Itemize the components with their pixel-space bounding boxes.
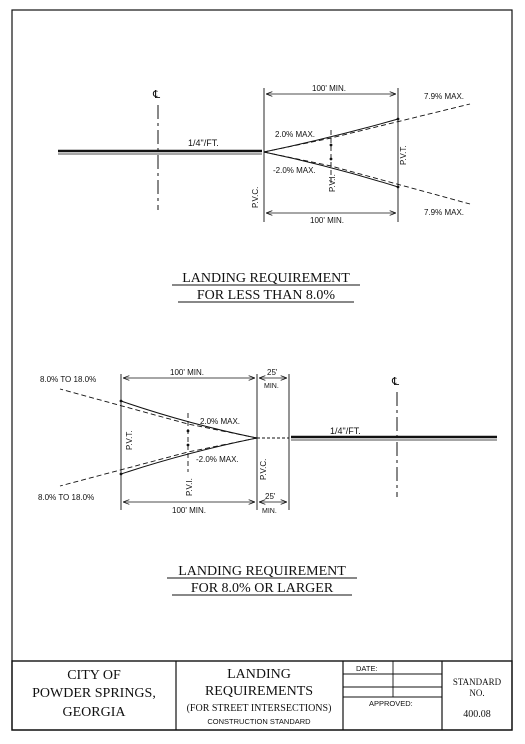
bottom-dim-short-bottom: 25' bbox=[265, 492, 276, 501]
bottom-grade-down-near: -2.0% MAX. bbox=[196, 455, 239, 464]
top-pvi-label: P.V.I. bbox=[328, 174, 337, 192]
bottom-centerline-symbol: ℄ bbox=[392, 376, 400, 388]
top-grade-up-near: 2.0% MAX. bbox=[275, 130, 316, 139]
bottom-profile-drawing bbox=[38, 368, 497, 596]
title-line1: LANDING bbox=[227, 667, 291, 682]
top-caption-line2: FOR LESS THAN 8.0% bbox=[196, 288, 336, 303]
date-label: DATE: bbox=[356, 664, 378, 673]
standard-number: 400.08 bbox=[463, 709, 491, 720]
top-caption-line1: LANDING REQUIREMENT bbox=[182, 271, 350, 286]
top-grade-down-near: -2.0% MAX. bbox=[273, 166, 316, 175]
standard-label2: NO. bbox=[469, 688, 485, 698]
title-line2: REQUIREMENTS bbox=[204, 684, 314, 699]
top-grade-down-far: 7.9% MAX. bbox=[424, 208, 465, 217]
bottom-pvc-label: P.V.C. bbox=[259, 458, 268, 480]
bottom-grade-down-far: 8.0% TO 18.0% bbox=[38, 493, 95, 502]
title-line3: (FOR STREET INTERSECTIONS) bbox=[186, 703, 332, 714]
bottom-dim-short-top-min: MIN. bbox=[264, 383, 279, 390]
top-profile-drawing bbox=[58, 84, 470, 303]
bottom-dim-bottom: 100' MIN. bbox=[172, 506, 206, 515]
bottom-dim-short-top: 25' bbox=[267, 368, 278, 377]
bottom-grade-up-near: 2.0% MAX. bbox=[200, 417, 241, 426]
top-grade-up-far: 7.9% MAX. bbox=[424, 92, 465, 101]
standard-label1: STANDARD bbox=[452, 677, 502, 687]
top-centerline-symbol: ℄ bbox=[153, 89, 161, 101]
bottom-dim-short-bottom-min: MIN. bbox=[262, 508, 277, 515]
bottom-dim-top: 100' MIN. bbox=[170, 368, 204, 377]
city-line3: GEORGIA bbox=[62, 705, 126, 720]
top-pvc-label: P.V.C. bbox=[251, 186, 260, 208]
bottom-road-grade: 1/4"/FT. bbox=[330, 426, 361, 436]
top-road-grade: 1/4"/FT. bbox=[188, 138, 219, 148]
sheet-border bbox=[12, 10, 512, 730]
city-line1: CITY OF bbox=[67, 668, 121, 683]
bottom-grade-up-far: 8.0% TO 18.0% bbox=[40, 375, 97, 384]
title-block bbox=[12, 661, 512, 730]
top-pvt-label: P.V.T. bbox=[399, 145, 408, 165]
bottom-pvt-label: P.V.T. bbox=[125, 430, 134, 450]
city-line2: POWDER SPRINGS, bbox=[32, 686, 156, 701]
bottom-caption-line1: LANDING REQUIREMENT bbox=[178, 564, 346, 579]
top-dim-bottom: 100' MIN. bbox=[310, 216, 344, 225]
bottom-caption-line2: FOR 8.0% OR LARGER bbox=[190, 581, 334, 596]
approved-label: APPROVED: bbox=[369, 699, 413, 708]
title-line4: CONSTRUCTION STANDARD bbox=[207, 717, 311, 726]
top-dim-top: 100' MIN. bbox=[312, 84, 346, 93]
bottom-pvi-label: P.V.I. bbox=[185, 478, 194, 496]
